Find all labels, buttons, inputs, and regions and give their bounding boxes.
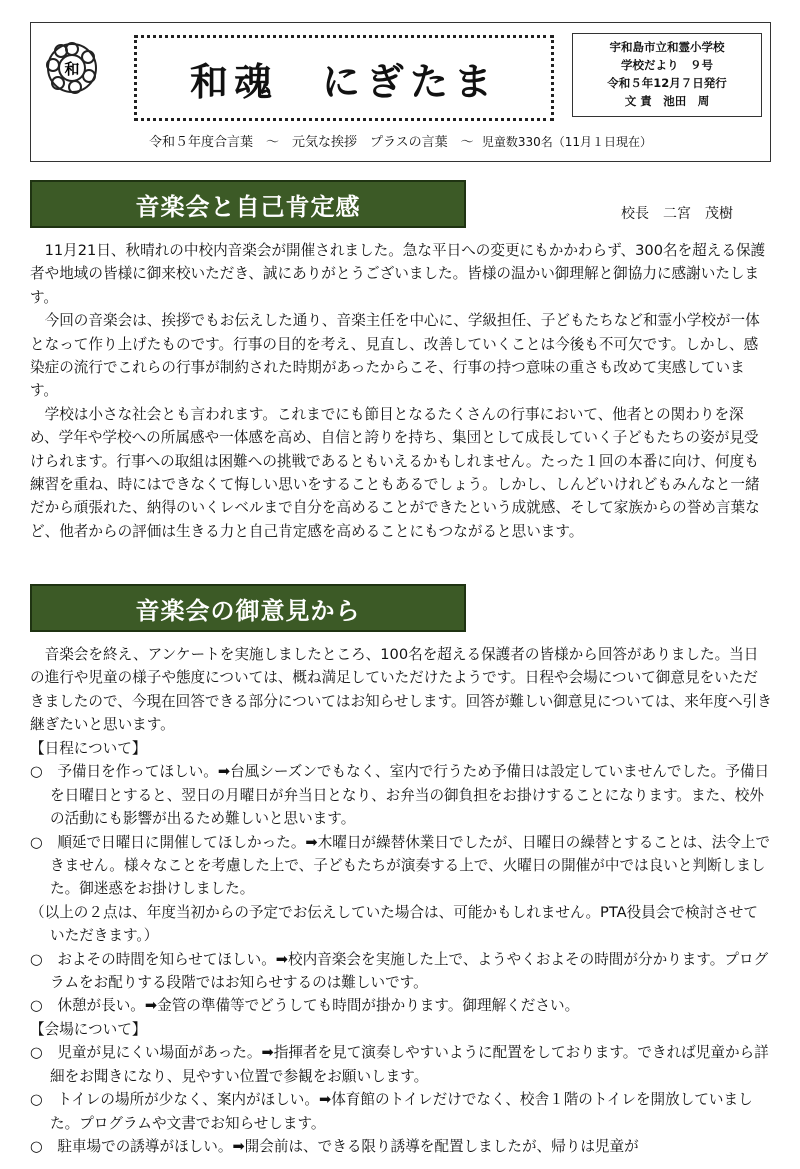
section1-body <box>30 239 772 543</box>
paragraph: 今回の音楽会は、挨拶でもお伝えした通り、音楽主任を中心に、学級担任、子どもたちなど和霊小学校が一体となって作り上げたものです。行事の目的を考え、見直し、改善していくことは今後も不可欠です。しかし、感染症の流行でこれらの行事が制約された時期があったからこそ、行事の持つ意味の重さも改めて実感しています。 <box>30 312 760 400</box>
publication-info <box>572 33 762 117</box>
list-item: ○ 駐車場での誘導がほしい。➡開会前は、できる限り誘導を配置しましたが、帰りは児童が <box>30 1137 639 1155</box>
venue-heading: 【会場について】 <box>30 1020 147 1038</box>
newsletter-title: 和魂 にぎたま <box>189 58 498 104</box>
schedule-note: （以上の２点は、年度当初からの予定でお伝えしていた場合は、可能かもしれません。PTA役員会で検討させていただきます。） <box>30 903 758 945</box>
list-item: ○ トイレの場所が少なく、案内がほしい。➡体育館のトイレだけでなく、校舎１階のトイレを開放していました。プログラムや文書でお知らせします。 <box>30 1091 753 1132</box>
title-box <box>134 35 554 121</box>
list-item: ○ 順延で日曜日に開催してほしかった。➡木曜日が繰替休業日でしたが、日曜日の繰替とすることは、法令上できません。様々なことを考慮した上で、子どもたちが演奏する上で、火曜日の開催が中では良いと判断しました。御迷惑をお掛けしました。 <box>30 833 771 898</box>
list-item: ○ およその時間を知らせてほしい。➡校内音楽会を実施した上で、ようやくおよその時間が分かります。プログラムをお配りする段階ではお知らせするのは難しいです。 <box>30 950 769 992</box>
schedule-heading: 【日程について】 <box>30 740 147 757</box>
section2-intro <box>30 643 772 737</box>
masthead <box>30 22 771 162</box>
motto-line <box>31 131 770 150</box>
section2-heading: 音楽会の御意見から <box>30 584 466 632</box>
paragraph: 学校は小さな社会とも言われます。これまでにも節目となるたくさんの行事において、他者との関わりを深め、学年や学校への所属感や一体感を高め、自信と誇りを持ち、集団として成長していく子どもたちの姿が見受けられます。行事への取組は困難への挑戦であるともいえるかもしれません。たった１回の本番に向け、何度も練習を重ね、時にはできなくて悔しい思いをすることもあるでしょう。しかし、しんどいけれどもみんなと一緒だから頑張れた、納得のいくレベルまで自分を高めることができたという成就感、そして家族からの誉め言葉など、他者からの評価は生きる力と自己肯定感を高めることにもつながると思います。 <box>30 405 760 540</box>
emblem-letter: 和 <box>64 60 80 78</box>
issue-number: 学校だより ９号 <box>621 58 713 72</box>
school-emblem-icon <box>45 41 99 95</box>
list-item: ○ 予備日を作ってほしい。➡台風シーズンでもなく、室内で行うため予備日は設定していませんでした。予備日を日曜日とすると、翌日の月曜日が弁当日となり、お弁当の御負担をお掛けすることになります。また、校外の活動にも影響が出るため難しいと思います。 <box>30 763 770 828</box>
editor: 文 責 池田 周 <box>624 94 710 108</box>
paragraph: 11月21日、秋晴れの中校内音楽会が開催されました。急な平日への変更にもかかわらず、300名を超える保護者や地域の皆様に御来校いただき、誠にありがとうございました。皆様の温かい御理解と御協力に感謝いたします。 <box>30 242 766 306</box>
list-item: ○ 休憩が長い。➡金管の準備等でどうしても時間が掛かります。御理解ください。 <box>30 997 580 1015</box>
student-count: 児童数330名（11月１日現在） <box>481 135 653 149</box>
issue-date: 令和５年12月７日発行 <box>607 76 727 90</box>
paragraph: 音楽会を終え、アンケートを実施しましたところ、100名を超える保護者の皆様から回答がありました。当日の進行や児童の様子や態度については、概ね満足していただけたようです。日程や会場について御意見をいただきましたので、今現在回答できる部分についてはお知らせします。回答が難しい御意見については、来年度へ引き継ぎたいと思います。 <box>30 646 772 734</box>
section1-author: 校長 二宮 茂樹 <box>621 206 733 222</box>
motto: 令和５年度合言葉 ～ 元気な挨拶 プラスの言葉 ～ <box>148 135 474 150</box>
school-name: 宇和島市立和霊小学校 <box>609 40 725 54</box>
list-item: ○ 児童が見にくい場面があった。➡指揮者を見て演奏しやすいように配置をしております。できれば児童から詳細をお聞きになり、見やすい位置で参観をお願いします。 <box>30 1044 769 1085</box>
section2-feedback-list <box>30 737 772 1158</box>
section1-heading: 音楽会と自己肯定感 <box>30 180 466 228</box>
